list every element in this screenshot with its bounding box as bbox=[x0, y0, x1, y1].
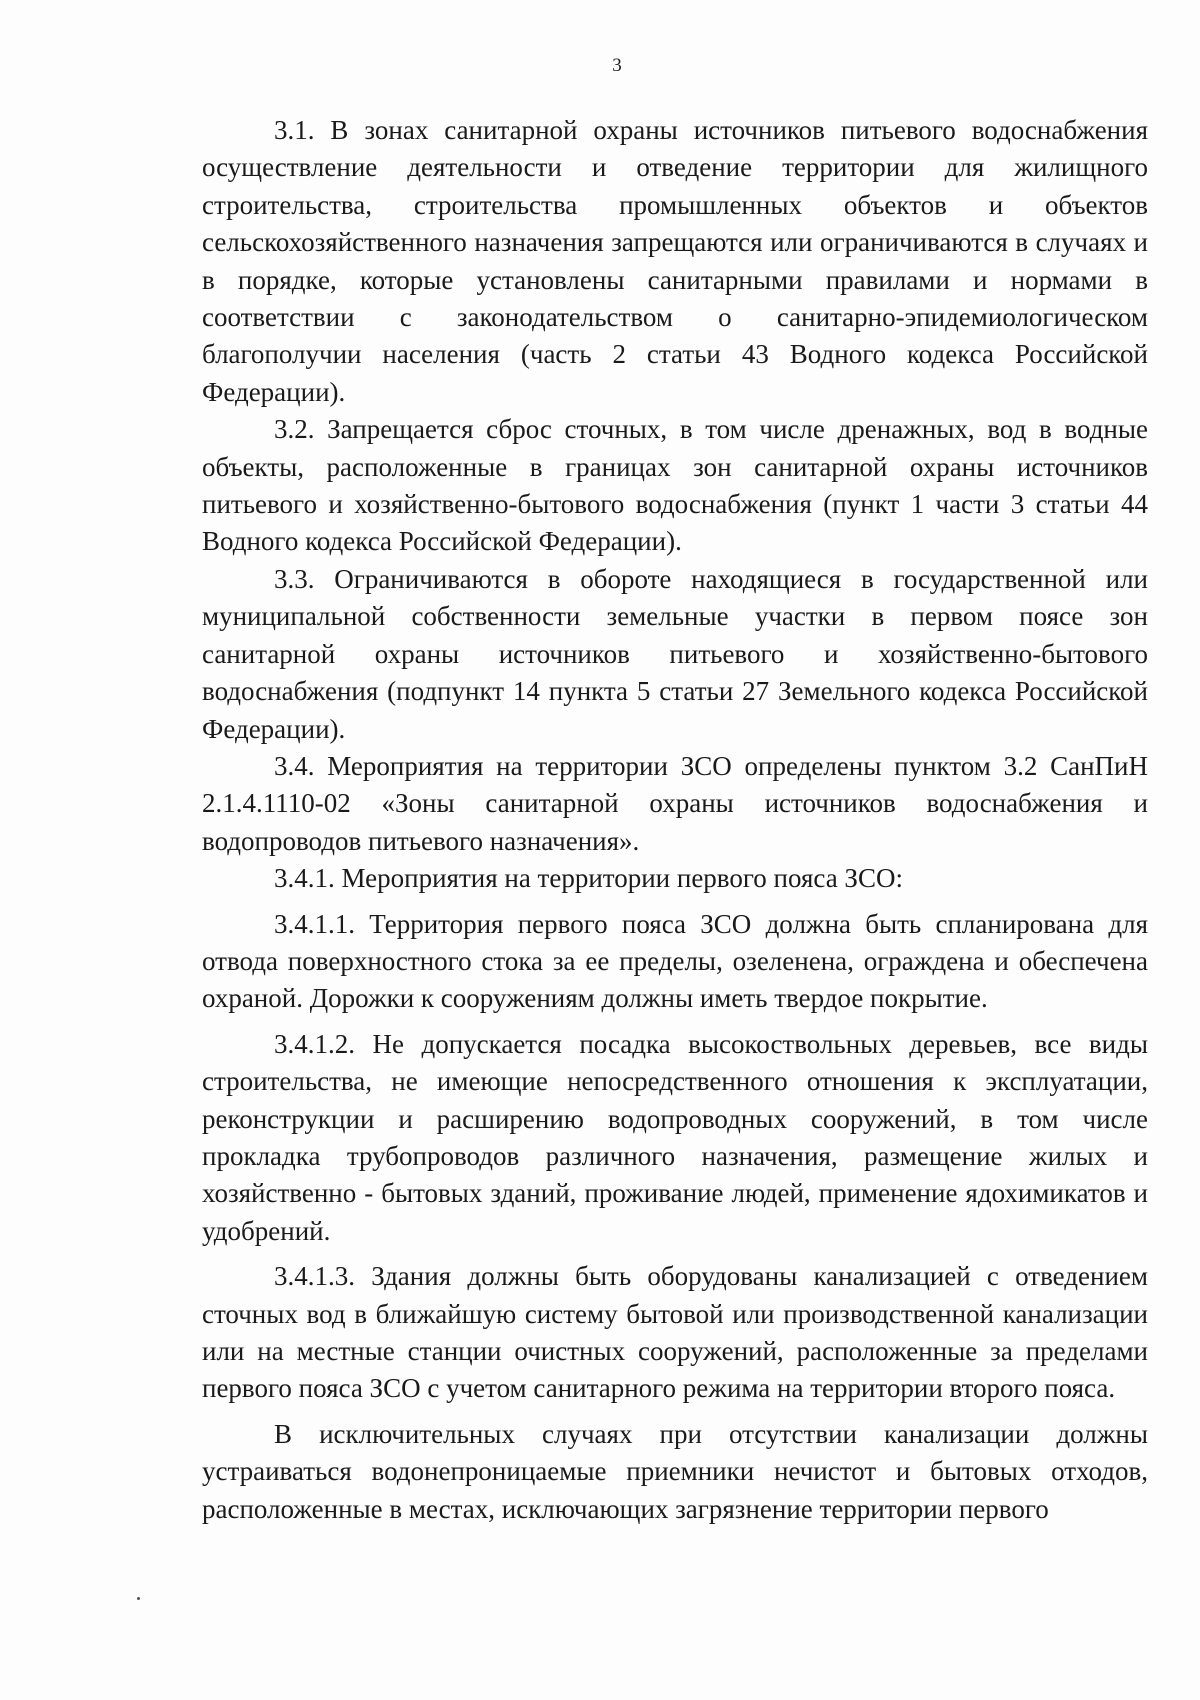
paragraph-3-4-1-1: 3.4.1.1. Территория первого пояса ЗСО должна быть спланирована для отвода поверхностного стока за ее пределы, озеленена, ограждена и обеспечена охраной. Дорожки к сооружениям должны иметь твердое покрытие. bbox=[202, 908, 1148, 1014]
paragraph-3-4-1-2: 3.4.1.2. Не допускается посадка высокоствольных деревьев, все виды строительства, не имеющие непосредственного отношения к эксплуатации, реконструкции и расширению водопроводных сооружений, в том числе прокладка трубопроводов различного назначения, размещение жилых и хозяйственно - бытовых зданий, проживание людей, применение ядохимикатов и удобрений. bbox=[202, 1028, 1148, 1246]
paragraph-3-1: 3.1. В зонах санитарной охраны источников питьевого водоснабжения осуществление деятельности и отведение территории для жилищного строительства, строительства промышленных объектов и объектов сельскохозяйственного назначения запрещаются или ограничиваются в случаях и в порядке, которые установлены санитарными правилами и нормами в соответствии с законодательством о санитарно-эпидемиологическом благополучии населения (часть 2 статьи 43 Водного кодекса Российской Федерации). bbox=[202, 115, 1148, 407]
paragraph-exceptional-cases: В исключительных случаях при отсутствии канализации должны устраиваться водонепроницаемые приемники нечистот и бытовых отходов, расположенные в местах, исключающих загрязнение территории первого bbox=[202, 1418, 1148, 1524]
paragraph-3-3: 3.3. Ограничиваются в обороте находящиеся в государственной или муниципальной собственности земельные участки в первом поясе зон санитарной охраны источников питьевого и хозяйственно-бытового водоснабжения (подпункт 14 пункта 5 статьи 27 Земельного кодекса Российской Федерации). bbox=[202, 563, 1148, 744]
paragraph-3-2: 3.2. Запрещается сброс сточных, в том числе дренажных, вод в водные объекты, расположенные в границах зон санитарной охраны источников питьевого и хозяйственно-бытового водоснабжения (пункт 1 части 3 статьи 44 Водного кодекса Российской Федерации). bbox=[202, 414, 1148, 557]
paragraph-3-4: 3.4. Мероприятия на территории ЗСО определены пунктом 3.2 СанПиН 2.1.4.1110-02 «Зоны санитарной охраны источников водоснабжения и водопроводов питьевого назначения». bbox=[202, 750, 1148, 856]
paragraph-3-4-1-3: 3.4.1.3. Здания должны быть оборудованы канализацией с отведением сточных вод в ближайшую систему бытовой или производственной канализации или на местные станции очистных сооружений, расположенные за пределами первого пояса ЗСО с учетом санитарного режима на территории второго пояса. bbox=[202, 1261, 1148, 1404]
page-number: 3 bbox=[612, 55, 622, 76]
document-body bbox=[202, 112, 1148, 1528]
scan-artifact-dot bbox=[137, 1597, 140, 1600]
paragraph-3-4-1: 3.4.1. Мероприятия на территории первого пояса ЗСО: bbox=[274, 863, 903, 894]
